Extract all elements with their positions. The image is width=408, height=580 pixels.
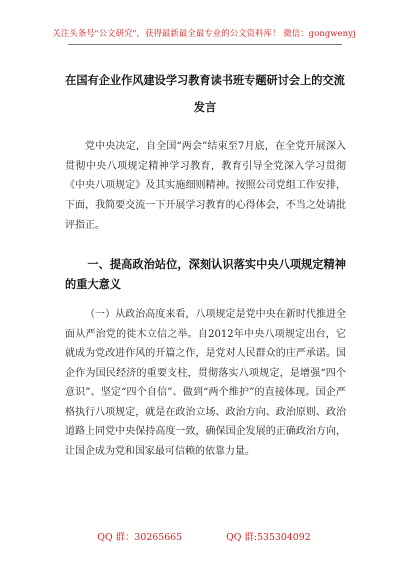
section-heading: 一、提高政治站位，深刻认识落实中央八项规定精神的重大意义 bbox=[65, 257, 346, 291]
intro-paragraph: 党中央决定，自全国“两会”结束至7月底，在全党开展深入贯彻中央八项规定精神学习教育，教育引导全党深入学习贯彻《中央八项规定》及其实施细则精神。按照公司党组工作安排，下面，我简要交流一下开展学习教育的心得体会，不当之处请批评指正。 bbox=[65, 141, 346, 231]
footer-contacts bbox=[0, 529, 408, 543]
footer-qq-group-1: QQ 群：30265665 bbox=[97, 532, 183, 543]
header-divider bbox=[68, 44, 342, 45]
section-paragraph: （一）从政治高度来看，八项规定是党中央在新时代推进全面从严治党的徙木立信之举。自2012年中央八项规定出台，它就成为党改进作风的开篇之作，是党对人民群众的庄严承诺。国企作为国民经济的重要支柱，贯彻落实八项规定，是增强“四个意识”、坚定“四个自信”、做到“两个维护”的直接体现。国企严格执行八项规定，就是在政治立场、政治方向、政治原则、政治道路上同党中央保持高度一致，确保国企发展的正确政治方向，让国企成为党和国家最可信赖的依靠力量。 bbox=[65, 309, 346, 457]
header-note: 关注头条号"公文研究"，获得最新最全最专业的公文资料库！ 微信：gongwenyj bbox=[52, 28, 356, 38]
footer-qq-group-2: QQ 群:535304092 bbox=[226, 532, 311, 543]
document-title: 在国有企业作风建设学习教育读书班专题研讨会上的交流发言 bbox=[65, 73, 345, 114]
